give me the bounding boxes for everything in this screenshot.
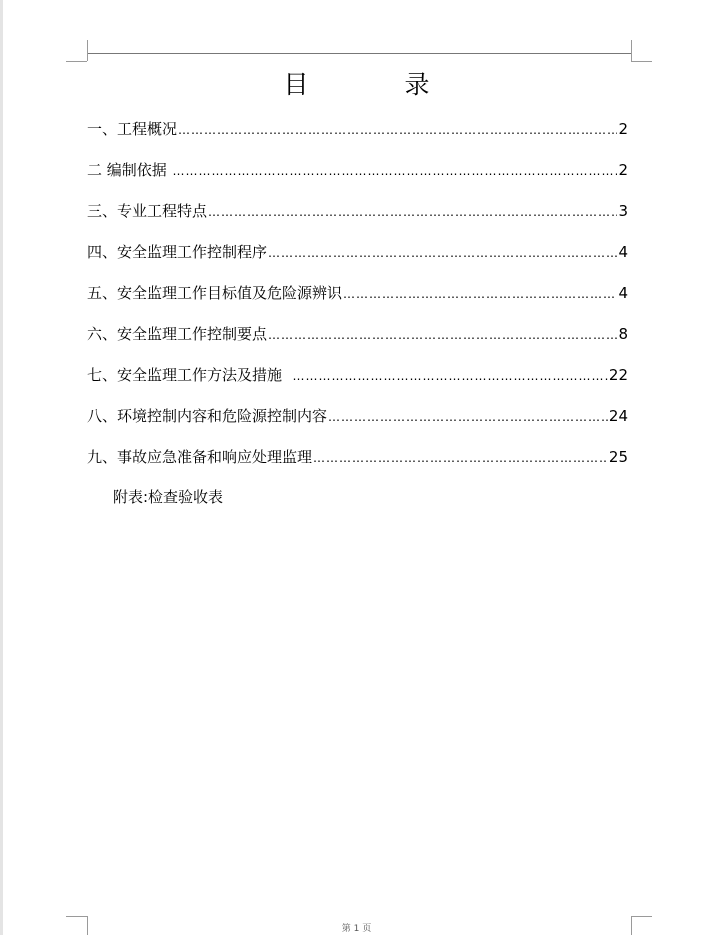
page-number-footer: 第 1 页 [341, 924, 372, 934]
toc-entry[interactable] [87, 445, 628, 486]
toc-leader-dots [343, 282, 617, 306]
toc-leader-dots [173, 159, 618, 183]
toc-entry[interactable] [87, 281, 628, 322]
crop-mark-bottom-right [631, 916, 652, 917]
toc-entry-page: 22 [608, 366, 628, 384]
crop-mark-top-right [631, 61, 652, 62]
toc-leader-dots [268, 241, 617, 265]
toc-leader-dots [328, 405, 608, 429]
toc-entry[interactable] [87, 199, 628, 240]
crop-mark-top-left [66, 61, 87, 62]
toc-entry-label: 六、安全监理工作控制要点 [87, 325, 268, 343]
header-rule [88, 53, 631, 54]
crop-mark-bottom-left [66, 916, 87, 917]
page-left-edge [0, 0, 3, 935]
toc-leader-dots [293, 364, 608, 388]
toc-entry[interactable] [87, 404, 628, 445]
toc-entry-label: 二 编制依据 [87, 161, 172, 179]
toc-leader-dots [208, 200, 617, 224]
toc-entry-page: 3 [618, 202, 628, 220]
toc-leader-dots [178, 118, 617, 142]
toc-entry-page: 25 [608, 448, 628, 466]
crop-mark-top-right [631, 40, 632, 61]
toc-entry-label: 四、安全监理工作控制程序 [87, 243, 268, 261]
toc-entry[interactable] [87, 117, 628, 158]
toc-entry-label: 一、工程概况 [87, 120, 178, 138]
toc-entry[interactable] [87, 363, 628, 404]
toc-entry-label: 五、安全监理工作目标值及危险源辨识 [87, 284, 343, 302]
toc-entry-page: 2 [618, 161, 628, 179]
toc-leader-dots [268, 323, 617, 347]
toc-entry-page: 2 [618, 120, 628, 138]
toc-entry[interactable] [87, 240, 628, 281]
toc-entry-page: 4 [618, 243, 628, 261]
toc-leader-dots [313, 446, 608, 470]
toc-entry-label: 七、安全监理工作方法及措施 [87, 366, 292, 384]
toc-entry-label: 九、事故应急准备和响应处理监理 [87, 448, 313, 466]
toc-entry-label: 八、环境控制内容和危险源控制内容 [87, 407, 328, 425]
toc-entry-page: 24 [608, 407, 628, 425]
appendix-line: 附表:检查验收表 [113, 488, 224, 506]
table-of-contents [87, 117, 628, 486]
toc-entry[interactable] [87, 158, 628, 199]
crop-mark-top-left [87, 40, 88, 61]
toc-entry[interactable] [87, 322, 628, 363]
toc-entry-page: 4 [618, 284, 628, 302]
toc-entry-page: 8 [618, 325, 628, 343]
document-title: 目 录 [283, 70, 474, 99]
toc-entry-label: 三、专业工程特点 [87, 202, 208, 220]
